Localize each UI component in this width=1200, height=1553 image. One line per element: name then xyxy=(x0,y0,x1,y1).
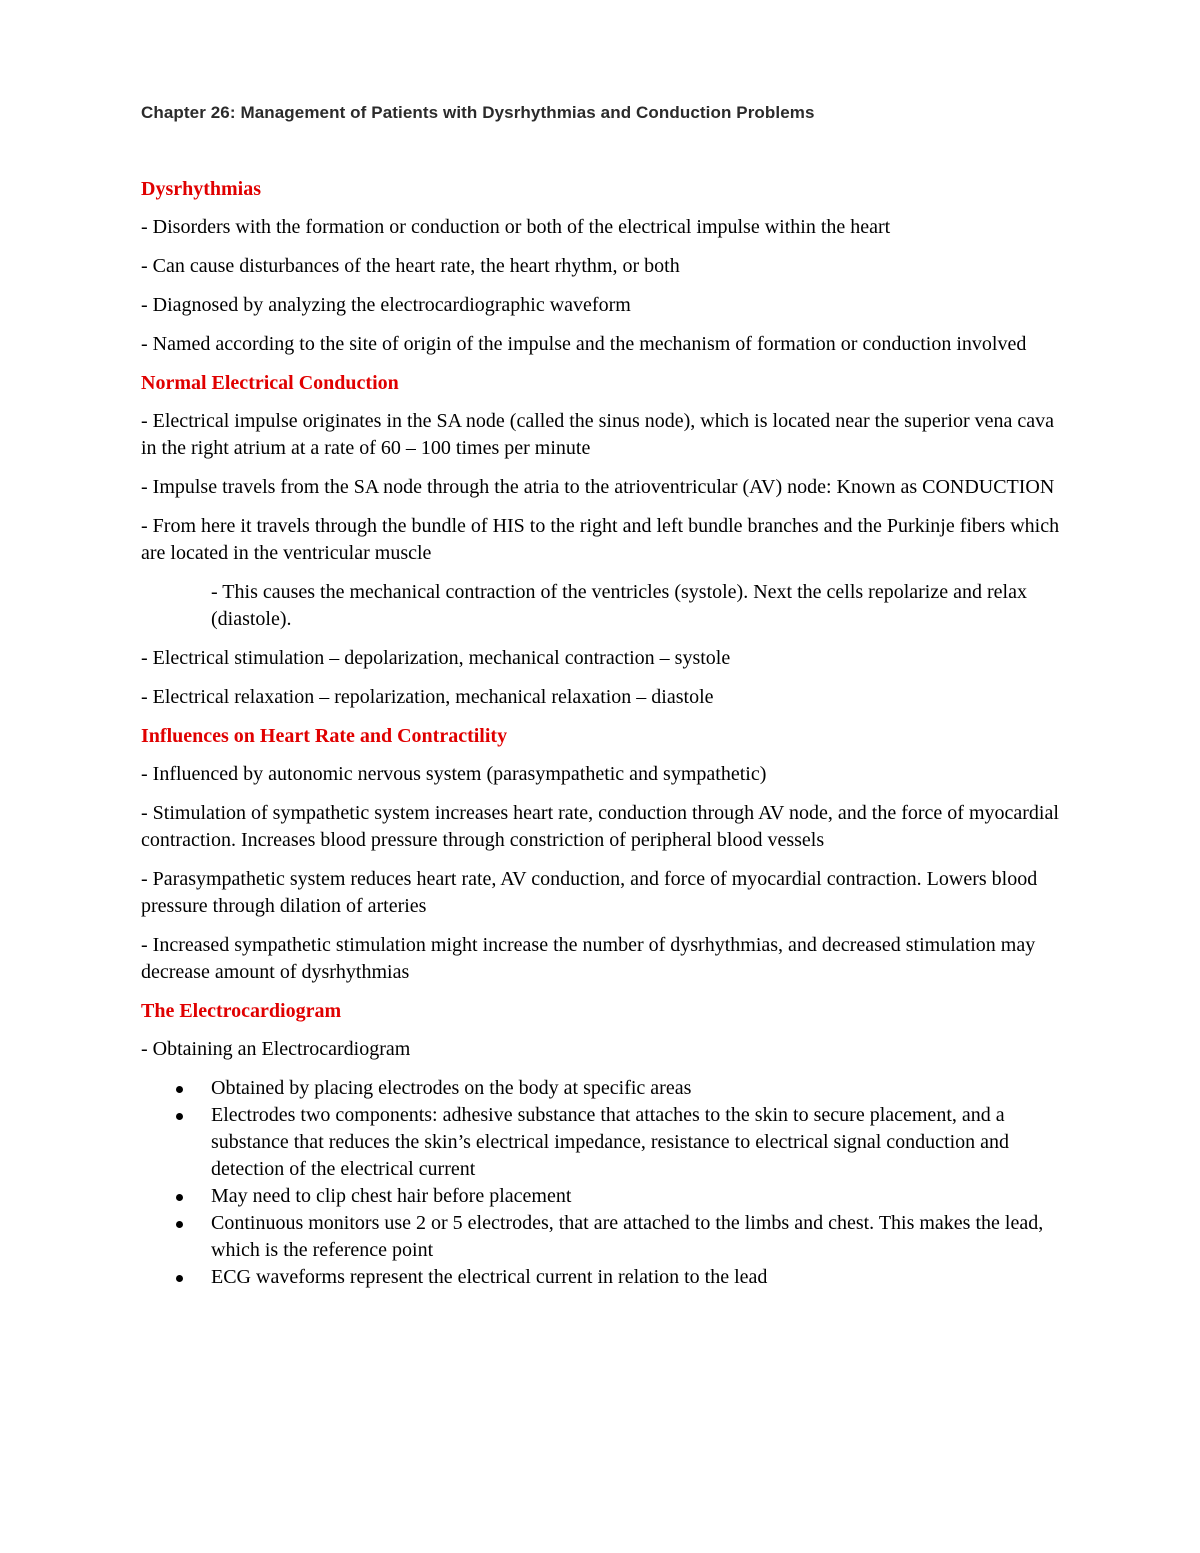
paragraph: - Increased sympathetic stimulation might increase the number of dysrhythmias, and decreased stimulation may decrease amount of dysrhythmias xyxy=(141,934,1036,983)
paragraph: - Named according to the site of origin of the impulse and the mechanism of formation or conduction involved xyxy=(141,333,1027,355)
document-title: Chapter 26: Management of Patients with Dysrhythmias and Conduction Problems xyxy=(141,103,815,122)
bullet-text: ECG waveforms represent the electrical current in relation to the lead xyxy=(211,1266,768,1288)
paragraph: - This causes the mechanical contraction of the ventricles (systole). Next the cells repolarize and relax (diastole). xyxy=(211,581,1027,630)
document-body xyxy=(141,100,1066,1303)
sections-container xyxy=(141,176,1066,1291)
section xyxy=(141,723,1066,986)
paragraph: - Electrical relaxation – repolarization, mechanical relaxation – diastole xyxy=(141,686,714,708)
bullet-dot-icon xyxy=(176,1086,183,1093)
paragraph: - From here it travels through the bundle of HIS to the right and left bundle branches and the Purkinje fibers which are located in the ventricular muscle xyxy=(141,515,1060,564)
bullet-list xyxy=(141,1075,1066,1291)
bullet-text: Electrodes two components: adhesive substance that attaches to the skin to secure placement, and a substance that reduces the skin’s electrical impedance, resistance to electrical signal conduction and detection of the electrical current xyxy=(211,1104,1010,1180)
paragraph: - Impulse travels from the SA node through the atria to the atrioventricular (AV) node: Known as CONDUCTION xyxy=(141,476,1055,498)
paragraph: - Parasympathetic system reduces heart rate, AV conduction, and force of myocardial contraction. Lowers blood pressure through dilation of arteries xyxy=(141,868,1038,917)
paragraph: - Obtaining an Electrocardiogram xyxy=(141,1038,411,1060)
bullet-item xyxy=(141,1264,1066,1291)
paragraph: - Electrical impulse originates in the SA node (called the sinus node), which is located near the superior vena cava in the right atrium at a rate of 60 – 100 times per minute xyxy=(141,410,1055,459)
section-heading: Influences on Heart Rate and Contractility xyxy=(141,725,508,747)
bullet-dot-icon xyxy=(176,1194,183,1201)
paragraph: - Disorders with the formation or conduction or both of the electrical impulse within the heart xyxy=(141,216,891,238)
section xyxy=(141,998,1066,1291)
section xyxy=(141,370,1066,711)
section xyxy=(141,176,1066,358)
section-heading: Normal Electrical Conduction xyxy=(141,372,399,394)
bullet-dot-icon xyxy=(176,1275,183,1282)
bullet-dot-icon xyxy=(176,1221,183,1228)
paragraph: - Diagnosed by analyzing the electrocardiographic waveform xyxy=(141,294,631,316)
paragraph: - Influenced by autonomic nervous system (parasympathetic and sympathetic) xyxy=(141,763,767,785)
bullet-item xyxy=(141,1210,1066,1264)
section-heading: The Electrocardiogram xyxy=(141,1000,342,1022)
bullet-text: Obtained by placing electrodes on the body at specific areas xyxy=(211,1077,692,1099)
paragraph: - Electrical stimulation – depolarization, mechanical contraction – systole xyxy=(141,647,731,669)
paragraph: - Stimulation of sympathetic system increases heart rate, conduction through AV node, and the force of myocardial contraction. Increases blood pressure through constriction of peripheral blood vessels xyxy=(141,802,1059,851)
section-heading: Dysrhythmias xyxy=(141,178,262,200)
bullet-text: May need to clip chest hair before placement xyxy=(211,1185,572,1207)
bullet-item xyxy=(141,1075,1066,1102)
bullet-dot-icon xyxy=(176,1113,183,1120)
bullet-text: Continuous monitors use 2 or 5 electrodes, that are attached to the limbs and chest. This makes the lead, which is the reference point xyxy=(211,1212,1044,1261)
bullet-item xyxy=(141,1102,1066,1183)
bullet-item xyxy=(141,1183,1066,1210)
paragraph: - Can cause disturbances of the heart rate, the heart rhythm, or both xyxy=(141,255,680,277)
